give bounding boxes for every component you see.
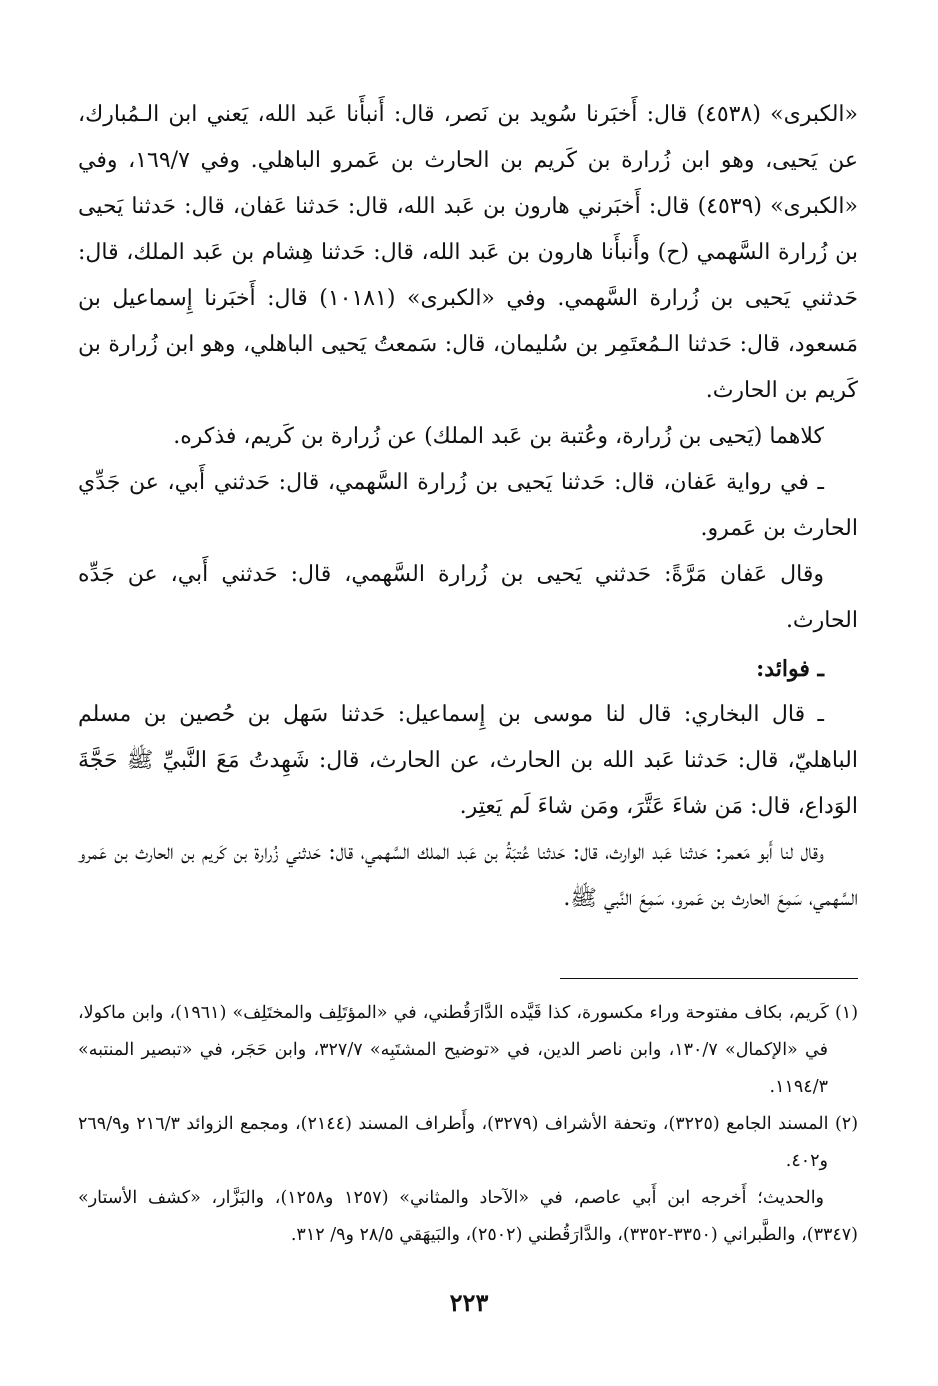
paragraph-both xyxy=(78,414,858,460)
main-text xyxy=(78,92,858,922)
benefits-heading: ـ فوائد: xyxy=(756,656,824,682)
footnote-2-continued: والحديث؛ أَخرجه ابن أَبي عاصم، في «الآحاد والمثاني» (١٢٥٧ و١٢٥٨)، والبَزَّار، «كشف الأستار» (٣٣٤٧)، والطَّبراني (٣٣٥٠-٣٣٥٢)، والدَّارَقُطني (٢٥٠٢)، والبَيهَقي ٢٨/٥ و٩/ ٣١٢. xyxy=(78,1188,858,1245)
paragraph-abu-mamar: وقال لنا أَبو مَعمر: حَدثنا عَبد الوارث، قال: حَدثنا عُتبَةُ بن عَبد الملك السَّهمي، قال: حَدثني زُرارة بن كَريم بن الحارث بن عَمرو السَّهمي، سَمِعَ الحارث بن عَمرو، سَمِعَ النَّبي ﷺ. xyxy=(78,840,858,911)
paragraph-chain: «الكبرى» (٤٥٣٨) قال: أَخبَرنا سُويد بن نَصر، قال: أَنبأَنا عَبد الله، يَعني ابن الـمُبارك، عن يَحيى، وهو ابن زُرارة بن كَريم بن الحارث بن عَمرو الباهلي. وفي ١٦٩/٧، وفي «الكبرى» (٤٥٣٩) قال: أَخبَرني هارون بن عَبد الله، قال: حَدثنا عَفان، قال: حَدثنا يَحيى بن زُرارة السَّهمي (ح) وأَنبأَنا هارون بن عَبد الله، قال: حَدثنا هِشام بن عَبد الملك، قال: حَدثني يَحيى بن زُرارة السَّهمي. وفي «الكبرى» (١٠١٨١) قال: أَخبَرنا إِسماعيل بن مَسعود، قال: حَدثنا الـمُعتَمِر بن سُليمان، قال: سَمعتُ يَحيى الباهلي، وهو ابن زُرارة بن كَريم بن الحارث. xyxy=(78,102,858,403)
footnote-2: (٢) المسند الجامع (٣٢٢٥)، وتحفة الأشراف (٣٢٧٩)، وأَطراف المسند (٢١٤٤)، ومجمع الزوائد ٢١٦/٣ و٢٦٩/٩ و٤٠٢. xyxy=(78,1114,859,1171)
page-number: ٢٢٣ xyxy=(449,1288,489,1317)
paragraph-bukhari: ـ قال البخاري: قال لنا موسى بن إِسماعيل: حَدثنا سَهل بن حُصين بن مسلم الباهليّ، قال: حَدثنا عَبد الله بن الحارث، عن الحارث، قال: شَهِدتُ مَعَ النَّبيِّ ﷺ حَجَّةَ الوَداع، قال: مَن شاءَ عَتَّرَ، ومَن شاءَ لَم يَعتِر. xyxy=(78,702,858,819)
paragraph-affan-once: وقال عَفان مَرَّةً: حَدثني يَحيى بن زُرارة السَّهمي، قال: حَدثني أَبي، عن جَدِّه الحارث. xyxy=(78,562,858,633)
footnote-1: (١) كَريم، بكاف مفتوحة وراء مكسورة، كذا قَيَّده الدَّارَقُطني، في «المؤتَلِف والمختَلِف» (١٩٦١)، وابن ماكولا، في «الإكمال» ١٣٠/٧، وابن ناصر الدين، في «توضيح المشتَبِه» ٣٢٧/٧، وابن حَجَر، في «تبصير المنتبه» ١١٩٤/٣. xyxy=(78,1003,859,1097)
paragraph-affan: ـ في رواية عَفان، قال: حَدثنا يَحيى بن زُرارة السَّهمي، قال: حَدثني أَبي، عن جَدِّي الحارث بن عَمرو. xyxy=(78,470,858,541)
paragraph-both-text: كلاهما (يَحيى بن زُرارة، وعُتبة بن عَبد الملك) عن زُرارة بن كَريم، فذكره. xyxy=(173,424,824,449)
footnotes xyxy=(78,995,858,1254)
footnote-divider xyxy=(560,978,858,979)
